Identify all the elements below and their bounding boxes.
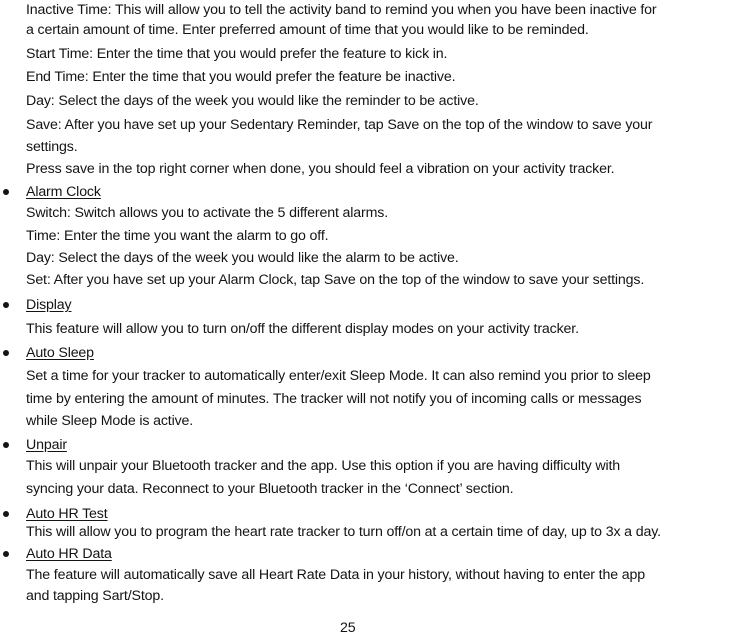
auto-sleep-heading: Auto Sleep [26,345,94,361]
bullet-dot [3,551,9,557]
alarm-day-line: Day: Select the days of the week you would like the alarm to be active. [26,250,459,266]
save-line-2: settings. [26,139,78,155]
auto-hr-test-bullet [0,505,751,525]
display-heading: Display [26,297,72,313]
bullet-dot [3,442,9,448]
auto-hr-data-line-1: The feature will automatically save all Heart Rate Data in your history, without having to enter the app [26,567,645,583]
page-number: 25 [340,620,356,636]
auto-sleep-bullet [0,344,751,364]
unpair-bullet [0,436,751,456]
inactive-time-line-1: Inactive Time: This will allow you to tell the activity band to remind you when you have been inactive for [26,2,657,18]
day-line: Day: Select the days of the week you would like the reminder to be active. [26,93,479,109]
bullet-dot [3,189,9,195]
alarm-clock-heading: Alarm Clock [26,184,101,200]
alarm-clock-bullet [0,183,751,203]
unpair-line-1: This will unpair your Bluetooth tracker and the app. Use this option if you are having difficulty with [26,458,621,474]
auto-hr-test-heading: Auto HR Test [26,506,108,522]
alarm-set-line: Set: After you have set up your Alarm Clock, tap Save on the top of the window to save your settings. [26,272,645,288]
alarm-switch-line: Switch: Switch allows you to activate the 5 different alarms. [26,205,388,221]
display-bullet [0,296,751,316]
auto-sleep-line-2: time by entering the amount of minutes. The tracker will not notify you of incoming calls or messages [26,391,642,407]
inactive-time-line-2: a certain amount of time. Enter preferred amount of time that you would like to be reminded. [26,22,589,38]
auto-hr-data-heading: Auto HR Data [26,546,112,562]
auto-sleep-line-1: Set a time for your tracker to automatically enter/exit Sleep Mode. It can also remind you prior to sleep [26,368,651,384]
bullet-dot [3,350,9,356]
auto-hr-test-line: This will allow you to program the heart rate tracker to turn off/on at a certain time of day, up to 3x a day. [26,524,661,540]
unpair-heading: Unpair [26,437,67,453]
press-save-line: Press save in the top right corner when done, you should feel a vibration on your activity tracker. [26,161,615,177]
alarm-time-line: Time: Enter the time you want the alarm to go off. [26,228,329,244]
start-time-line: Start Time: Enter the time that you would prefer the feature to kick in. [26,46,448,62]
bullet-dot [3,511,9,517]
unpair-line-2: syncing your data. Reconnect to your Bluetooth tracker in the ‘Connect’ section. [26,481,514,497]
auto-hr-data-line-2: and tapping Sart/Stop. [26,588,164,604]
save-line-1: Save: After you have set up your Sedentary Reminder, tap Save on the top of the window to save your [26,117,653,133]
auto-hr-data-bullet [0,545,751,565]
display-line: This feature will allow you to turn on/off the different display modes on your activity tracker. [26,321,579,337]
auto-sleep-line-3: while Sleep Mode is active. [26,413,194,429]
end-time-line: End Time: Enter the time that you would prefer the feature be inactive. [26,69,456,85]
bullet-dot [3,302,9,308]
